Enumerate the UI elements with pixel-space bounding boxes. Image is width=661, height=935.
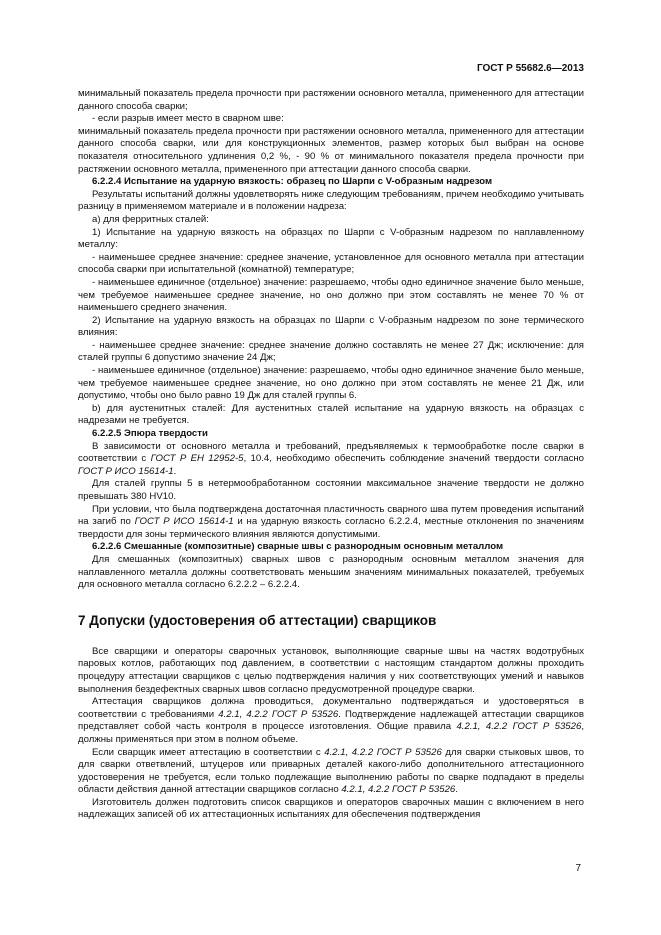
paragraph: - наименьшее среднее значение: среднее значение, установленное для основного металла при аттестации способа сварки при испытательной (комнатной) температуре; [78, 251, 584, 276]
document-body [78, 88, 584, 822]
paragraph: Все сварщики и операторы сварочных установок, выполняющие сварные швы на частях водотрубных паровых котлов, работающих под давлением, в соответствии с настоящим стандартом должны проходить процедуру аттестации сварщиков с целью подтверждения наличия у них соответствующих умений и навыков выполнения бездефектных сварных швов согласно предусмотренной процедуре сварки. [78, 645, 584, 695]
standard-reference: ГОСТ Р ИСО 15614-1 [78, 465, 174, 477]
paragraph: Для сталей группы 5 в нетермообработанном состоянии максимальное значение твердости не должно превышать 380 HV10. [78, 478, 584, 502]
standard-reference: ГОСТ Р ИСО 15614-1 [134, 516, 234, 528]
paragraph: - наименьшее единичное (отдельное) значение: разрешаемо, чтобы одно единичное значение было меньше, чем требуемое наименьшее среднее значение, но оно должно при этом составлять не менее 21 Дж, или допустимо, чтобы оно было равно 19 Дж для сталей группы 6. [78, 365, 584, 402]
paragraph [78, 747, 584, 797]
page-number: 7 [575, 863, 581, 874]
section-heading-7: 7 Допуски (удостоверения об аттестации) сварщиков [78, 612, 437, 628]
document-header: ГОСТ Р 55682.6—2013 [476, 63, 584, 74]
paragraph: a) для ферритных сталей: [92, 213, 209, 225]
text-run: . [173, 465, 177, 477]
standard-reference: 4.2.1, 4.2.2 ГОСТ Р 53526 [341, 784, 456, 796]
subsection-heading-6-2-2-4: 6.2.2.4 Испытание на ударную вязкость: образец по Шарпи с V-образным надрезом [92, 176, 493, 188]
paragraph: Для смешанных (композитных) сварных швов с разнородным основным металлом значения для наплавленного металла должны соответствовать меньшим значениям минимальных показателей, требуемых для основного металла согласно 6.2.2.2 – 6.2.2.4. [78, 553, 584, 591]
paragraph: b) для аустенитных сталей: Для аустенитных сталей испытание на ударную вязкость на образцах с надрезами не требуется. [78, 402, 584, 427]
paragraph: Результаты испытаний должны удовлетворять ниже следующим требованиям, причем необходимо учитывать разницу в применяемом материале и в положении надреза: [78, 188, 584, 213]
paragraph: 1) Испытание на ударную вязкость на образцах по Шарпи с V-образным надрезом по наплавленному металлу: [78, 226, 584, 251]
text-run: . Подтверждение надлежащей аттестации сварщиков представляет собой часть контроля в процессе изготовления. Общие правила [78, 708, 584, 733]
paragraph: - наименьшее среднее значение: среднее значение должно составлять не менее 27 Дж; исключение: для сталей группы 6 допустимо значение 24 Дж; [78, 339, 584, 364]
standard-reference: ГОСТ Р ЕН 12952-5 [150, 453, 244, 465]
paragraph [78, 441, 584, 479]
paragraph [78, 504, 584, 542]
standard-reference: 4.2.1, 4.2.2 ГОСТ Р 53526 [218, 708, 339, 720]
paragraph: минимальный показатель предела прочности при растяжении основного металла, примененного для аттестации данного способа сварки, или для конструкционных элементов, размер которых был выбран на основе показателя относительного удлинения 0,2 %, - 90 % от минимального показателя предела прочности при растяжении основного металла, примененного при аттестации данного способа сварки. [78, 125, 584, 175]
paragraph: - если разрыв имеет место в сварном шве: [92, 113, 284, 125]
paragraph: Изготовитель должен подготовить список сварщиков и операторов сварочных машин с включением в него надлежащих записей об их аттестационных испытаниях для обеспечения подтверждения [78, 796, 584, 821]
text-run: для сварки стыковых швов, то для сварки ответвлений, штуцеров или приварных деталей какого-либо дополнительного аттестационного удостоверения не требуется, если только подлежащие выполнению работы по сварке подпадают в пределы области действия данной аттестации сварщиков согласно [78, 746, 584, 796]
standard-reference: 4.2.1, 4.2.2 ГОСТ Р 53526 [456, 721, 582, 733]
text-run: Аттестация сварщиков должна проводиться, документально подтверждаться и удостоверяться в соответствии с требованиями [78, 696, 584, 720]
text-run: , должны применяться при этом в полном объеме. [78, 721, 584, 745]
paragraph: - наименьшее единичное (отдельное) значение: разрешаемо, чтобы одно единичное значение было меньше, чем требуемое наименьшее среднее значение, но оно должно при этом составлять не менее 70 % от наименьшего среднего значения. [78, 276, 584, 314]
standard-reference: 4.2.1, 4.2.2 ГОСТ Р 53526 [324, 746, 442, 758]
text-run: и на ударную вязкость согласно 6.2.2.4, местные отклонения по значениям твердости для зоны термического влияния являются допустимыми. [78, 516, 584, 540]
paragraph [78, 696, 584, 746]
paragraph: минимальный показатель предела прочности при растяжении основного металла, примененного для аттестации данного способа сварки; [78, 88, 584, 112]
subsection-heading-6-2-2-6: 6.2.2.6 Смешанные (композитные) сварные швы с разнородным основным металлом [92, 541, 504, 553]
paragraph: 2) Испытание на ударную вязкость на образцах по Шарпи с V-образным надрезом по зоне термического влияния: [78, 314, 584, 339]
subsection-heading-6-2-2-5: 6.2.2.5 Эпюра твердости [92, 428, 208, 440]
text-run: При условии, что была подтверждена достаточная пластичность сварного шва путем проведения испытаний на загиб по [78, 503, 584, 528]
text-run: . [455, 784, 458, 796]
text-run: , 10.4, необходимо обеспечить соблюдение значений твердости согласно [243, 453, 585, 465]
text-run: В зависимости от основного металла и требований, предъявляемых к термообработке после сварки в соответствии с [78, 440, 584, 465]
text-run: Если сварщик имеет аттестацию в соответствии с [92, 746, 325, 758]
